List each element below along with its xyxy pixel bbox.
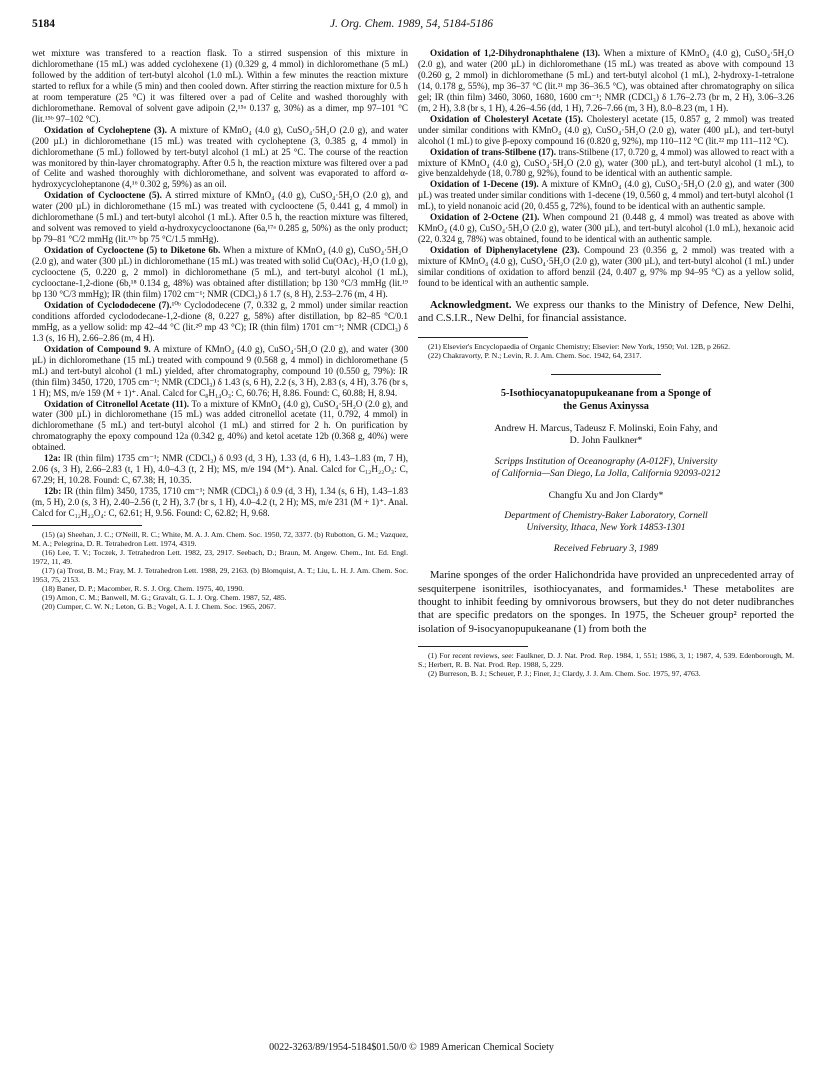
paragraph (32, 190, 408, 245)
section-heading: Oxidation of 2-Octene (21). (430, 212, 540, 223)
section-heading: Oxidation of Citronellol Acetate (11). (44, 398, 190, 409)
footnote: (2) Burreson, B. J.; Scheuer, P. J.; Finer, J.; Clardy, J. J. Am. Chem. Soc. 1975, 97, 4763. (428, 668, 701, 678)
compound-label: 12a: (44, 453, 61, 464)
paragraph (32, 125, 408, 191)
author-line: Andrew H. Marcus, Tadeusz F. Molinski, Eoin Fahy, and (494, 422, 718, 434)
paragraph (32, 453, 408, 486)
affiliation-line: Department of Chemistry-Baker Laboratory, Cornell (504, 510, 708, 522)
section-heading: Oxidation of Cyclooctene (5). (44, 190, 162, 201)
footnote: (17) (a) Trost, B. M.; Fray, M. J. Tetrahedron Lett. 1988, 29, 2163. (b) Blomquist, A. T.; Liu, L. H. J. Am. Chem. Soc. 1953, 75, 2153. (32, 565, 408, 584)
footnote: (22) Chakravorty, P. N.; Levin, R. J. Am. Chem. Soc. 1942, 64, 2317. (428, 350, 642, 360)
right-column (418, 48, 794, 678)
page-number: 5184 (32, 18, 55, 30)
paragraph-text: A mixture of KMnO₄ (4.0 g), CuSO₄·5H₂O (2.0 g), and water (300 µL) in dichloromethane (15 mL) treated with compound 9 (0.568 g, 4 mmol) in dichloromethane (5 mL) and tert-butyl alcohol (1 mL) yielded, after chromatography, compound 10 (0.550 g, 79%): IR (thin film) 3450, 1720, 1705 cm⁻¹; NMR (CDCl₃) δ 1.43 (s, 6 H), 2.2 (s, 3 H), 2.83 (s, 4 H), 3.76 (br s, 1 H); MS, m/e 159 (M + 1)⁺. Anal. Calcd for C₈H₁₄O₃: C, 60.76; H, 8.86. Found: C, 60.88; H, 8.94. (32, 343, 409, 398)
paragraph-text: Cholesteryl acetate (15, 0.857 g, 2 mmol) was treated under similar conditions with KMnO₄ (4.0 g), CuSO₄·5H₂O (2.0 g), water (400 µL), and tert-butyl alcohol (1 mL) to give β-epoxy compound 16 (0.820 g, 92%), mp 110–112 °C (lit.²² mp 111–112 °C). (418, 113, 794, 146)
paragraph-text: To a mixture of KMnO₄ (4.0 g), CuSO₄·5H₂O (2.0 g), and water (300 µL) in dichloromethane (15 mL) was added citronellol acetate (11, 0.792, 4 mmol) in dichloromethane (5 mL) and tert-butyl alcohol (1 mL) and stirred for 2 h. On purification by chromatography the epoxy compound 12a (0.342 g, 40%) and ketol acetate 12b (0.368 g, 40%) were obtained. (32, 398, 408, 453)
acknowledgment-text: We express our thanks to the Ministry of Defence, New Delhi, and C.S.I.R., New Delhi, for financial assistance. (418, 299, 794, 324)
left-column (32, 48, 408, 611)
footnote-rule (418, 646, 528, 647)
section-heading: Oxidation of Cholesteryl Acetate (15). (430, 113, 583, 124)
affiliation-line: University, Ithaca, New York 14853-1301 (526, 522, 686, 534)
article-title (418, 387, 794, 413)
paragraph (418, 179, 794, 212)
paragraph-text: IR (thin film) 3450, 1735, 1710 cm⁻¹; NMR (CDCl₃) δ 0.9 (d, 3 H), 1.34 (s, 6 H), 1.43–1.83 (m, 5 H), 2.0 (s, 3 H), 2.40–2.56 (t, 2 H), 3.7 (br s, 1 H), 4.0–4.2 (t, 2 H); MS, m/e 231 (M + 1)⁺. Anal. Calcd for C₁₂H₂₂O₄: C, 62.61; H, 9.56. Found: C, 62.82; H, 9.68. (32, 486, 409, 519)
paragraph (418, 114, 794, 147)
author-line: Changfu Xu and Jon Clardy* (548, 489, 664, 501)
paragraph-text: ¹⁰ᵇ Cyclododecene (7, 0.332 g, 2 mmol) under similar reaction conditions afforded cyclododecane-1,2-dione (8, 0.227 g, 58%) after distillation, bp 82–85 °C/0.1 mmHg, as a yellow solid: mp 42–44 °C (lit.²⁰ mp 43 °C); IR (thin film) 1701 cm⁻¹; NMR (CDCl₃) δ 1.3 (s, 16 H), 2.66–2.86 (m, 4 H). (32, 299, 408, 343)
article-intro: Marine sponges of the order Halichondrida have provided an unprecedented array of sesquiterpene isonitriles, isothiocyanates, and formamides.¹ These metabolites are thought to inhibit feeding by omnivorous browsers, but they do not deter nudibranches that are specific predators on the sponges. In 1975, the Scheuer group² reported the isolation of 9-isocyanopupukeanane (1) from both the (418, 570, 794, 635)
footnote: (16) Lee, T. V.; Toczek, J. Tetrahedron Lett. 1982, 23, 2917. Seebach, D.; Braun, M. Angew. Chem., Int. Ed. Engl. 1972, 11, 49. (32, 547, 408, 566)
section-heading: Oxidation of Diphenylacetylene (23). (430, 245, 580, 256)
footnote-rule (32, 525, 142, 526)
section-heading: Oxidation of Cyclooctene (5) to Diketone 6b. (44, 245, 221, 256)
footnote: (18) Baner, D. P.; Macomber, R. S. J. Org. Chem. 1975, 40, 1990. (42, 583, 245, 593)
paragraph (418, 147, 794, 180)
paragraph (418, 48, 794, 114)
footnote-rule (418, 337, 528, 338)
received-date: Received February 3, 1989 (553, 543, 659, 555)
article-title-line: 5-Isothiocyanatopupukeanane from a Sponge of (500, 387, 712, 399)
section-heading: Oxidation of Cyclododecene (7). (44, 299, 172, 310)
paragraph-text: IR (thin film) 1735 cm⁻¹; NMR (CDCl₃) δ 0.93 (d, 3 H), 1.33 (d, 6 H), 1.43–1.83 (m, 7 H), 2.06 (s, 3 H), 2.66–2.83 (t, 1 H), 4.0–4.3 (t, 2 H); MS, m/e 194 (M⁺). Anal. Calcd for C₁₂H₂₂O₃: C, 67.29; H, 10.28. Found: C, 67.38; H, 10.35. (32, 453, 408, 486)
paragraph-text: When a mixture of KMnO₄ (4.0 g), CuSO₄·5H₂O (2.0 g), and water (200 µL) in dichloromethane (15 mL) was treated as above with compound 13 (0.260 g, 2 mmol) in dichloromethane (5 mL) and tert-butyl alcohol (1 mL), 2-hydroxy-1-tetralone (14, 0.178 g, 55%), mp 36–37 °C (lit.²¹ mp 36–36.5 °C), was obtained after chromatography on silica gel; IR (thin film) 3460, 3060, 1680, 1600 cm⁻¹; NMR (CDCl₃) δ 1.76–2.73 (br m, 2 H), 3.06–3.26 (m, 2 H), 3.8 (br s, 1 H), 4.26–4.56 (dd, 1 H), 7.26–7.66 (m, 3 H), 8.0–8.23 (m, 1 H). (418, 48, 794, 113)
paragraph (32, 399, 408, 454)
paragraph (418, 245, 794, 289)
paragraph (32, 300, 408, 344)
paragraph-text: trans-Stilbene (17, 0.720 g, 4 mmol) was allowed to react with a mixture of KMnO₄ (4.0 g), CuSO₄·5H₂O (2.0 g), water (300 µL), and tert-butyl alcohol (1 mL), to give benzaldehyde (18, 0.780 g, 92%), found to be identical with an authentic sample. (418, 146, 794, 179)
affiliation-line: Scripps Institution of Oceanography (A-012F), University (494, 455, 718, 467)
paragraph-text: Compound 23 (0.356 g, 2 mmol) was treated with a mixture of KMnO₄ (4.0 g), CuSO₄·5H₂O (2.0 g), water (300 µL), and tert-butyl alcohol (1 mL) under similar conditions of oxidation to afford benzil (24, 0.407 g, 97% mp 94–95 °C) as a yellow solid, found to be identical with an authentic sample. (418, 245, 795, 289)
page-header (32, 18, 791, 36)
footnote: (15) (a) Sheehan, J. C.; O'Neill, R. C.; White, M. A. J. Am. Chem. Soc. 1950, 72, 3377. (b) Rubotton, G. M.; Vazquez, M. A.; Pelegrina, D. R. Tetrahedron Lett. 1974, 4319. (32, 529, 408, 548)
section-heading: Oxidation of 1-Decene (19). (430, 179, 539, 190)
paragraph (32, 245, 408, 300)
article-title-line: the Genus Axinyssa (563, 400, 649, 412)
paragraph-text: A stirred mixture of KMnO₄ (4.0 g), CuSO₄·5H₂O (2.0 g), and water (200 µL) in dichloromethane (15 mL) was treated with cyclooctene (5, 0.441 g, 4 mmol) in dichloromethane (5 mL) and tert-butyl alcohol (1 mL). After 0.5 h, the reaction mixture was filtered, and solvent was removed to yield α-hydroxycyclooctanone (6a,¹⁷ᵃ 0.285 g, 50%) as the only product; bp 79–81 °C/2 mmHg (lit.¹⁷ᵇ bp 75 °C/1.5 mmHg). (32, 190, 408, 245)
paragraph: wet mixture was transfered to a reaction flask. To a stirred suspension of this mixture in dichloromethane (15 mL) was added cyclohexene (1) (0.329 g, 4 mmol) in dichloromethane (5 mL) followed by the addition of tert-butyl alcohol (1.0 mL). Within a few minutes the reaction mixture started to reflux for a while (5 min) and then cooled down. After stirring the reaction mixture for 0.5 h at room temperature (25 °C) it was filtered over a pad of Celite and washed thoroughly with dichloromethane. Removal of solvent gave adipoin (2,¹⁵ᵃ 0.137 g, 30%) as a dimer, mp 97–101 °C (lit.¹⁵ᵇ 97–102 °C). (32, 48, 408, 124)
journal-citation: J. Org. Chem. 1989, 54, 5184-5186 (329, 18, 494, 30)
article-separator (551, 374, 661, 375)
footnote: (19) Amon, C. M.; Banwell, M. G.; Gravalt, G. L. J. Org. Chem. 1987, 52, 485. (42, 592, 287, 602)
section-heading: Oxidation of trans-Stilbene (17). (430, 146, 556, 157)
section-heading: Oxidation of Compound 9. (44, 343, 151, 354)
affiliation (418, 456, 794, 480)
affiliation-line: of California—San Diego, La Jolla, California 92093-0212 (491, 467, 721, 479)
affiliation (418, 510, 794, 534)
footnote: (1) For recent reviews, see: Faulkner, D. J. Nat. Prod. Rep. 1984, 1, 551; 1986, 3, 1; 1987, 4, 539. Edenborough, M. S.; Herbert, R. B. Nat. Prod. Rep. 1988, 5, 229. (418, 650, 794, 669)
acknowledgment-heading: Acknowledgment. (430, 299, 512, 311)
author-line: D. John Faulkner* (569, 435, 643, 447)
paragraph (32, 344, 408, 399)
author-list (418, 423, 794, 448)
paragraph (32, 486, 408, 519)
page-footer: 0022-3263/89/1954-5184$01.50/0 © 1989 American Chemical Society (269, 1042, 554, 1053)
compound-label: 12b: (44, 486, 62, 497)
footnote: (20) Cumper, C. W. N.; Leton, G. B.; Vogel, A. I. J. Chem. Soc. 1965, 2067. (42, 601, 276, 611)
acknowledgment (418, 299, 794, 325)
paragraph (418, 212, 794, 245)
paragraph-text: When compound 21 (0.448 g, 4 mmol) was treated as above with KMnO₄ (4.0 g), CuSO₄·5H₂O (2.0 g), water (300 µL), and tert-butyl alcohol (1.0 mL), hexanoic acid (22, 0.324 g, 78%) was obtained, found to be identical with an authentic sample. (418, 212, 794, 245)
paragraph-text: A mixture of KMnO₄ (4.0 g), CuSO₄·5H₂O (2.0 g), and water (300 µL) was treated under similar conditions with 1-decene (19, 0.560 g, 4 mmol) and tert-butyl alcohol (1 mL), to yield nonanoic acid (20, 0.455 g, 72%), found to be identical with an authentic sample. (418, 179, 794, 212)
footnote: (21) Elsevier's Encyclopaedia of Organic Chemistry; Elsevier: New York, 1950; Vol. 12B, p 2662. (428, 341, 731, 351)
paragraph-text: A mixture of KMnO₄ (4.0 g), CuSO₄·5H₂O (2.0 g), and water (200 µL) in dichloromethane (15 mL) was treated with cycloheptene (3, 0.385 g, 4 mmol) in dichloromethane (5 mL) followed by tert-butyl alcohol (1 mL) at 25 °C. The course of the reaction was monitored by thin-layer chromatography. After 0.5 h, the reaction mixture was filtered over a pad of Celite and washed thoroughly with dichloromethane, and solvent was evaporated to afford α-hydroxycycloheptanone (4,¹⁶ 0.302 g, 59%) as an oil. (32, 124, 409, 190)
paragraph-text: When a mixture of KMnO₄ (4.0 g), CuSO₄·5H₂O (2.0 g), and water (300 µL) in dichloromethane (15 mL) was treated with solid Cu(OAc)₂·H₂O (1.0 g), cyclooctene (5, 0.220 g, 2 mmol) in dichloromethane (5 mL), and tert-butyl alcohol (1 mL), cyclooctane-1,2-dione (6b,¹⁸ 0.134 g, 48%) was obtained after distillation; bp 130 °C/3 mmHg (lit.¹⁹ bp 130 °C/3 mmHg); IR (thin film) 1702 cm⁻¹; NMR (CDCl₃) δ 1.7 (s, 8 H), 2.53–2.76 (m, 4 H). (32, 245, 408, 299)
section-heading: Oxidation of Cycloheptene (3). (44, 124, 167, 135)
section-heading: Oxidation of 1,2-Dihydronaphthalene (13). (430, 48, 601, 58)
author-list (418, 490, 794, 503)
